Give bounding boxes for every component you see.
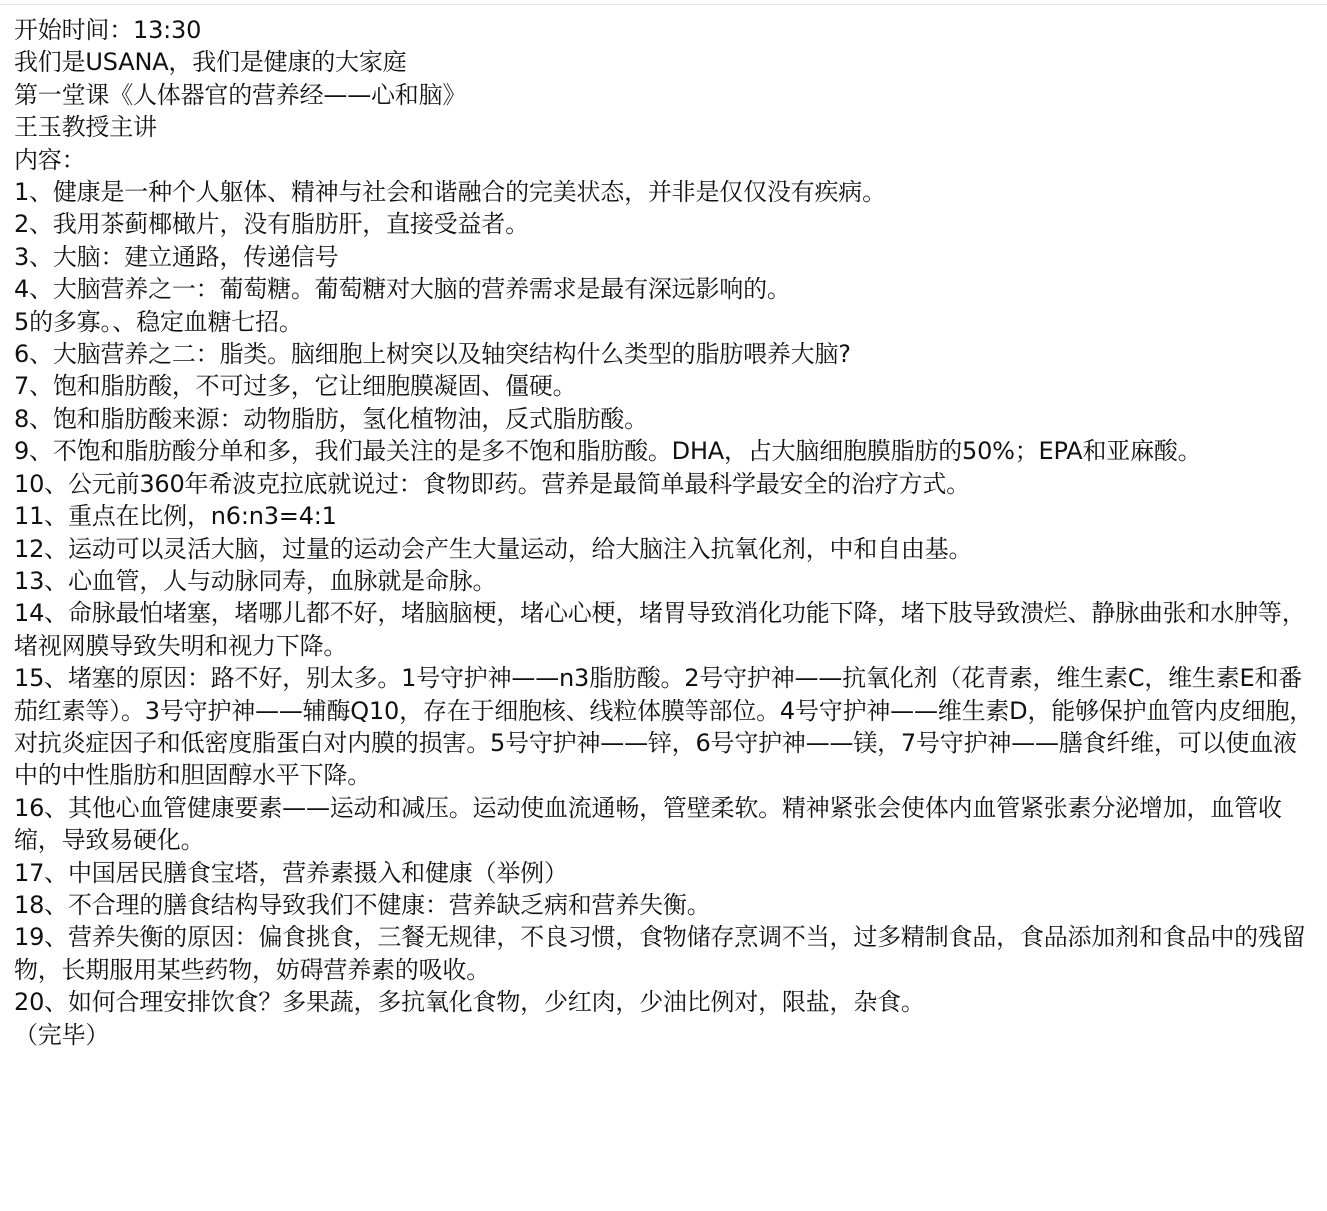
list-item: 4、大脑营养之一：葡萄糖。葡萄糖对大脑的营养需求是最有深远影响的。: [14, 275, 791, 304]
content-label: 内容：: [14, 145, 86, 174]
list-item: 17、中国居民膳食宝塔，营养素摄入和健康（举例）: [14, 858, 568, 887]
lesson-title: 第一堂课《人体器官的营养经——心和脑》: [14, 80, 467, 109]
list-item: 10、公元前360年希波克拉底就说过：食物即药。营养是最简单最科学最安全的治疗方式。: [14, 469, 970, 498]
document-body: [14, 14, 1314, 1051]
list-item: 19、营养失衡的原因：偏食挑食，三餐无规律，不良习惯，食物储存烹调不当，过多精制食品，食品添加剂和食品中的残留物，长期服用某些药物，妨碍营养素的吸收。: [14, 923, 1306, 984]
list-item: 13、心血管，人与动脉同寿，血脉就是命脉。: [14, 566, 497, 595]
list-item: 8、饱和脂肪酸来源：动物脂肪，氢化植物油，反式脂肪酸。: [14, 404, 648, 433]
list-item: 14、命脉最怕堵塞，堵哪儿都不好，堵脑脑梗，堵心心梗，堵胃导致消化功能下降，堵下肢导致溃烂、静脉曲张和水肿等，堵视网膜导致失明和视力下降。: [14, 599, 1306, 660]
list-item: 11、重点在比例，n6:n3=4:1: [14, 502, 337, 531]
end-note: （完毕）: [14, 1020, 110, 1049]
list-item: 6、大脑营养之二：脂类。脑细胞上树突以及轴突结构什么类型的脂肪喂养大脑?: [14, 340, 851, 369]
list-item: 1、健康是一种个人躯体、精神与社会和谐融合的完美状态，并非是仅仅没有疾病。: [14, 178, 886, 207]
list-item: 15、堵塞的原因：路不好，别太多。1号守护神——n3脂肪酸。2号守护神——抗氧化剂（花青素，维生素C，维生素E和番茄红素等）。3号守护神——辅酶Q10，存在于细胞核、线粒体膜等部位。4号守护神——维生素D，能够保护血管内皮细胞，对抗炎症因子和低密度脂蛋白对内膜的损害。5号守护神——锌，6号守护神——镁，7号守护神——膳食纤维，可以使血液中的中性脂肪和胆固醇水平下降。: [14, 664, 1314, 790]
speaker: 王玉教授主讲: [14, 113, 157, 142]
list-item: 5的多寡。、稳定血糖七招。: [14, 307, 303, 336]
list-item: 3、大脑：建立通路，传递信号: [14, 242, 339, 271]
list-item: 7、饱和脂肪酸，不可过多，它让细胞膜凝固、僵硬。: [14, 372, 577, 401]
top-divider: [0, 4, 1327, 5]
list-item: 18、不合理的膳食结构导致我们不健康：营养缺乏病和营养失衡。: [14, 890, 711, 919]
list-item: 2、我用茶蓟椰橄片，没有脂肪肝，直接受益者。: [14, 210, 529, 239]
list-item: 12、运动可以灵活大脑，过量的运动会产生大量运动，给大脑注入抗氧化剂，中和自由基。: [14, 534, 973, 563]
start-time: 开始时间：13:30: [14, 16, 202, 44]
list-item: 16、其他心血管健康要素——运动和减压。运动使血流通畅，管壁柔软。精神紧张会使体内血管紧张素分泌增加，血管收缩，导致易硬化。: [14, 793, 1282, 855]
list-item: 20、如何合理安排饮食？多果蔬，多抗氧化食物，少红肉，少油比例对，限盐，杂食。: [14, 988, 925, 1017]
slogan: 我们是USANA，我们是健康的大家庭: [14, 48, 407, 77]
list-item: 9、不饱和脂肪酸分单和多，我们最关注的是多不饱和脂肪酸。DHA，占大脑细胞膜脂肪的50%；EPA和亚麻酸。: [14, 437, 1202, 466]
